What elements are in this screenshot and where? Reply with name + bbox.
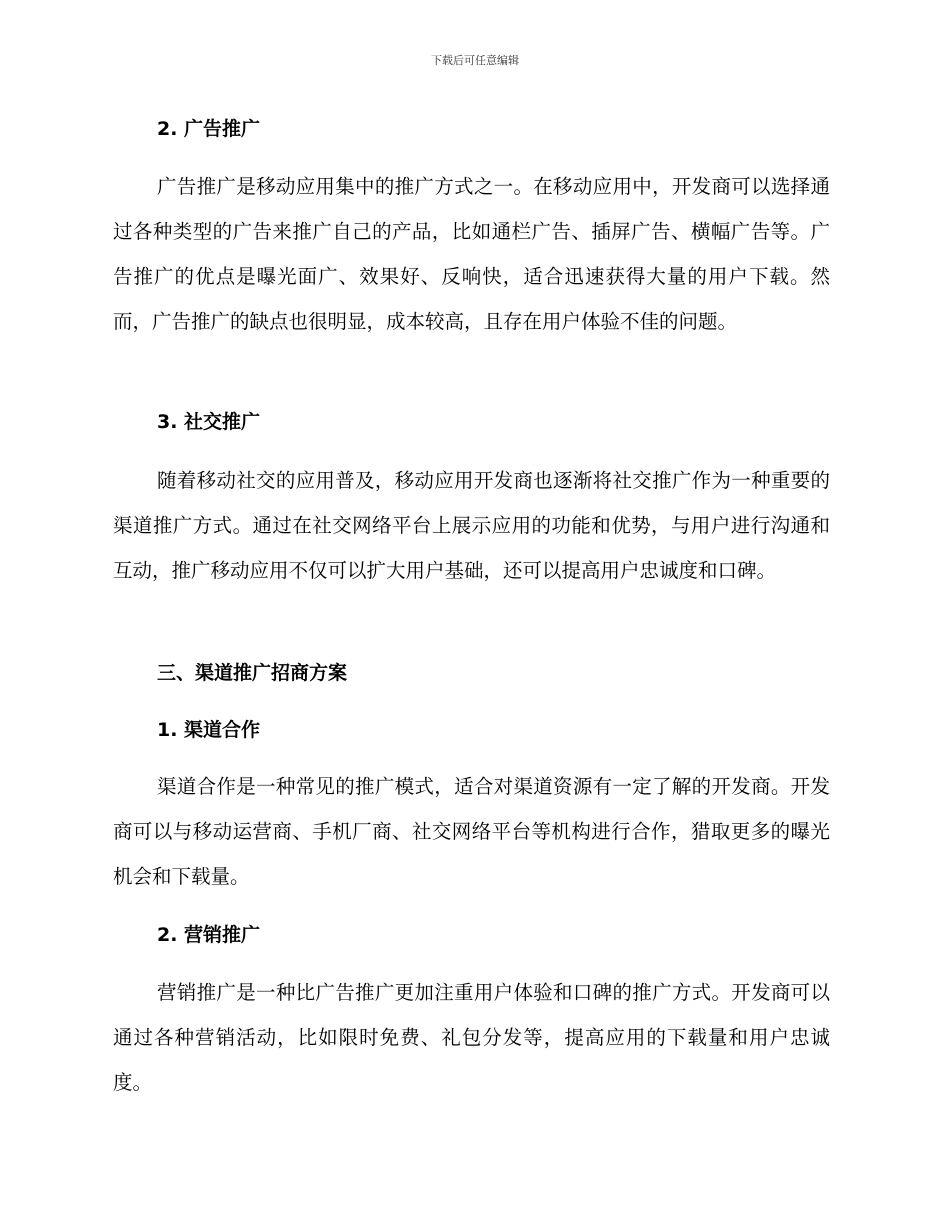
- section-heading-ad-promotion: 2. 广告推广: [157, 118, 261, 140]
- paragraph-marketing-promotion: 营销推广是一种比广告推广更加注重用户体验和口碑的推广方式。开发商可以通过各种营销活动，比如限时免费、礼包分发等，提高应用的下载量和用户忠诚度。: [113, 981, 830, 1094]
- paragraph-ad-promotion: 广告推广是移动应用集中的推广方式之一。在移动应用中，开发商可以选择通过各种类型的广告来推广自己的产品，比如通栏广告、插屏广告、横幅广告等。广告推广的优点是曝光面广、效果好、反响快，适合迅速获得大量的用户下载。然而，广告推广的缺点也很明显，成本较高，且存在用户体验不佳的问题。: [113, 175, 830, 333]
- page-header-text: 下载后可任意编辑: [431, 54, 519, 67]
- paragraph-social-promotion: 随着移动社交的应用普及，移动应用开发商也逐渐将社交推广作为一种重要的渠道推广方式。通过在社交网络平台上展示应用的功能和优势，与用户进行沟通和互动，推广移动应用不仅可以扩大用户基础，还可以提高用户忠诚度和口碑。: [113, 469, 830, 582]
- section-heading-social-promotion: 3. 社交推广: [157, 411, 261, 433]
- paragraph-channel-cooperation: 渠道合作是一种常见的推广模式，适合对渠道资源有一定了解的开发商。开发商可以与移动运营商、手机厂商、社交网络平台等机构进行合作，猎取更多的曝光机会和下载量。: [113, 775, 830, 888]
- section-heading-channel-cooperation: 1. 渠道合作: [157, 719, 261, 741]
- chapter-heading-channel-plan: 三、渠道推广招商方案: [157, 662, 348, 684]
- section-heading-marketing-promotion: 2. 营销推广: [157, 924, 261, 946]
